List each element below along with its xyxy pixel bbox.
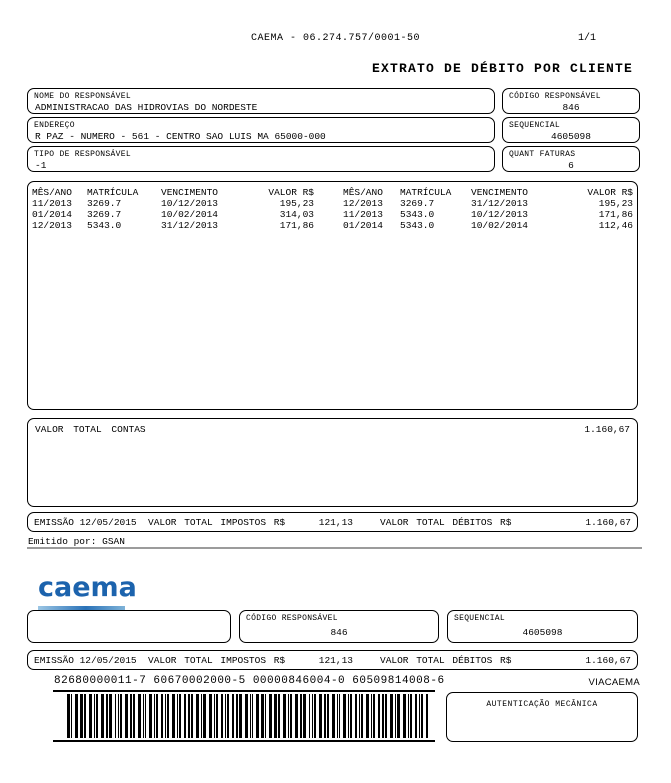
field-value: R PAZ - NUMERO - 561 - CENTRO SAO LUIS MA 65000-000 (35, 131, 326, 142)
table-row (343, 198, 633, 209)
total-contas-box (27, 418, 638, 507)
invoice-table-right (343, 187, 633, 231)
field-label: CÓDIGO RESPONSÁVEL (246, 614, 338, 623)
col-header: VALOR R$ (587, 187, 633, 198)
cell: 3269.7 (87, 209, 122, 220)
slip-sequencial-box (447, 610, 638, 643)
field-label: ENDEREÇO (34, 121, 75, 130)
slip-codigo-box (239, 610, 439, 643)
cell: 171,86 (279, 220, 314, 231)
col-header: MÊS/ANO (343, 187, 383, 198)
emissao-summary-box (27, 512, 638, 532)
emissao-date: EMISSÃO 12/05/2015 (34, 655, 137, 666)
field-quant-faturas (502, 146, 640, 172)
cell: 10/02/2014 (471, 220, 529, 231)
cell: 11/2013 (32, 198, 72, 209)
invoice-table-box (27, 181, 638, 410)
impostos-value: 121,13 (318, 655, 353, 666)
impostos-value: 121,13 (318, 517, 353, 528)
table-header-row (343, 187, 633, 198)
barcode-bottom-line (53, 740, 435, 742)
tear-line-divider (27, 547, 642, 549)
page-title: EXTRATO DE DÉBITO POR CLIENTE (371, 61, 633, 76)
cell: 10/12/2013 (161, 198, 219, 209)
cell: 5343.0 (400, 209, 435, 220)
field-value: 846 (562, 102, 580, 113)
col-header: MATRÍCULA (87, 187, 139, 198)
field-codigo-responsavel (502, 88, 640, 114)
field-label: NOME DO RESPONSÁVEL (34, 92, 131, 101)
table-row (343, 220, 633, 231)
cell: 195,23 (598, 198, 633, 209)
field-label: QUANT FATURAS (509, 150, 576, 159)
field-value: 6 (568, 160, 574, 171)
invoice-table-left (32, 187, 314, 231)
cell: 171,86 (598, 209, 633, 220)
autenticacao-label: AUTENTICAÇÃO MECÂNICA (486, 700, 598, 709)
total-contas-label: VALOR TOTAL CONTAS (35, 424, 146, 435)
table-row (32, 220, 314, 231)
slip-blank-box (27, 610, 231, 643)
field-endereco (27, 117, 495, 143)
col-header: VALOR R$ (268, 187, 314, 198)
via-caema-text: VIACAEMA (588, 677, 640, 688)
debitos-label: VALOR TOTAL DÉBITOS R$ (380, 655, 512, 666)
total-contas-value: 1.160,67 (584, 424, 630, 435)
barcode-digits: 82680000011-7 60670002000-5 00000846004-0 60509814008-6 (54, 675, 445, 687)
cell: 11/2013 (343, 209, 383, 220)
table-row (32, 209, 314, 220)
debitos-value: 1.160,67 (585, 655, 631, 666)
field-sequencial (502, 117, 640, 143)
cell: 12/2013 (343, 198, 383, 209)
barcode-top-line (53, 690, 435, 692)
field-value: 4605098 (551, 131, 591, 142)
emitido-por-text: Emitido por: GSAN (28, 536, 125, 547)
barcode-bars (67, 694, 429, 738)
field-nome-responsavel (27, 88, 495, 114)
cell: 314,03 (279, 209, 314, 220)
table-row (32, 198, 314, 209)
debitos-value: 1.160,67 (585, 517, 631, 528)
field-label: SEQUENCIAL (509, 121, 561, 130)
cell: 10/02/2014 (161, 209, 219, 220)
col-header: VENCIMENTO (471, 187, 529, 198)
page-number: 1/1 (578, 33, 597, 44)
field-label: TIPO DE RESPONSÁVEL (34, 150, 131, 159)
cell: 31/12/2013 (471, 198, 529, 209)
field-value: 846 (330, 627, 348, 638)
impostos-label: VALOR TOTAL IMPOSTOS R$ (148, 517, 286, 528)
cell: 112,46 (598, 220, 633, 231)
emissao-date: EMISSÃO 12/05/2015 (34, 517, 137, 528)
field-label: CÓDIGO RESPONSÁVEL (509, 92, 601, 101)
cell: 3269.7 (87, 198, 122, 209)
cell: 31/12/2013 (161, 220, 219, 231)
debitos-label: VALOR TOTAL DÉBITOS R$ (380, 517, 512, 528)
cell: 10/12/2013 (471, 209, 529, 220)
table-header-row (32, 187, 314, 198)
report-header-company: CAEMA - 06.274.757/0001-50 (250, 33, 421, 44)
field-label: SEQUENCIAL (454, 614, 506, 623)
table-row (343, 209, 633, 220)
cell: 5343.0 (400, 220, 435, 231)
field-tipo-responsavel (27, 146, 495, 172)
impostos-label: VALOR TOTAL IMPOSTOS R$ (148, 655, 286, 666)
cell: 3269.7 (400, 198, 435, 209)
col-header: VENCIMENTO (161, 187, 219, 198)
autenticacao-mecanica-box (446, 692, 638, 742)
col-header: MÊS/ANO (32, 187, 72, 198)
field-value: ADMINISTRACAO DAS HIDROVIAS DO NORDESTE (35, 102, 258, 113)
cell: 195,23 (279, 198, 314, 209)
slip-emissao-summary-box (27, 650, 638, 670)
cell: 12/2013 (32, 220, 72, 231)
field-value: -1 (35, 160, 47, 171)
cell: 01/2014 (32, 209, 72, 220)
cell: 01/2014 (343, 220, 383, 231)
field-value: 4605098 (522, 627, 563, 638)
caema-logo: caema (38, 572, 137, 603)
cell: 5343.0 (87, 220, 122, 231)
col-header: MATRÍCULA (400, 187, 452, 198)
